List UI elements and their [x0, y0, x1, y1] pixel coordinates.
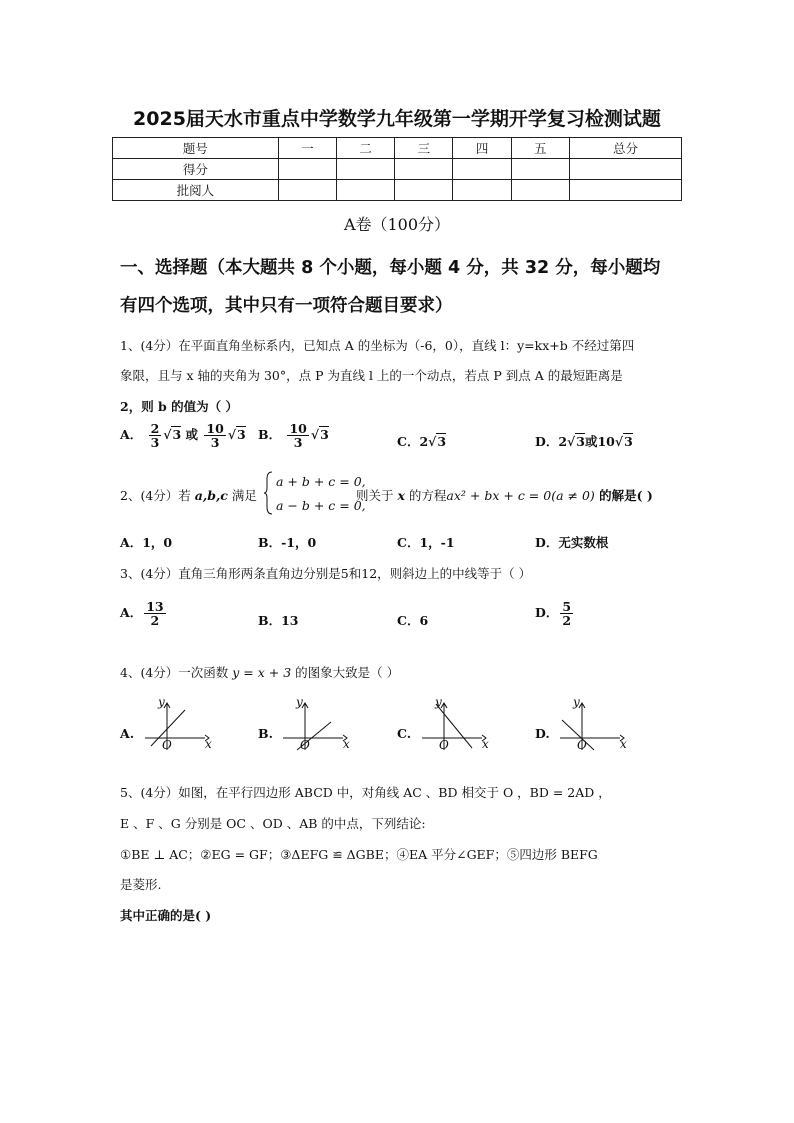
q3-line: 3、(4分）直角三角形两条直角边分别是5和12，则斜边上的中线等于（ ）	[120, 566, 532, 581]
score-table-header	[113, 138, 682, 159]
svg-text:y: y	[573, 695, 580, 709]
q1-option-b: B． $\frac{10}{3}$ √3	[258, 421, 329, 451]
table-cell	[395, 159, 453, 180]
svg-text:O: O	[577, 738, 587, 752]
section1-heading-line1: 一、选择题（本大题共 8 个小题，每小题 4 分，共 32 分，每小题均	[120, 258, 661, 278]
table-cell	[453, 180, 511, 201]
table-cell	[511, 159, 569, 180]
q4-graph-d	[560, 695, 630, 752]
svg-text:y: y	[158, 695, 165, 709]
q3-option-a: A． $\frac{13}{2}$	[120, 599, 164, 629]
q4-option-b-label: B.	[258, 726, 273, 741]
q4-line: 4、(4分）一次函数 y = x + 3 的图象大致是（ ）	[120, 665, 400, 680]
q1-option-c: C．2√3	[397, 434, 447, 449]
score-table	[112, 137, 682, 201]
svg-text:y: y	[435, 695, 442, 709]
fraction: $\frac{10}{3}$	[289, 421, 307, 451]
svg-text:O: O	[300, 738, 310, 752]
table-cell	[278, 159, 336, 180]
section1-heading-line2: 有四个选项，其中只有一项符合题目要求）	[120, 296, 453, 316]
svg-text:x: x	[620, 737, 627, 751]
svg-text:O: O	[162, 738, 172, 752]
svg-text:x: x	[343, 737, 350, 751]
fraction: $\frac{2}{3}$	[150, 421, 160, 451]
q3-option-b: B．13	[258, 613, 299, 628]
q5-line5: 其中正确的是( )	[120, 908, 212, 923]
q2-option-c: C．1，-1	[397, 535, 455, 550]
table-cell: 三	[395, 138, 453, 159]
q5-line4: 是菱形.	[120, 877, 162, 892]
q1-line1: 1、(4分）在平面直角坐标系内，已知点 A 的坐标为（-6，0），直线 l：y=kx+b 不经过第四	[120, 338, 635, 353]
exam-title: 2025届天水市重点中学数学九年级第一学期开学复习检测试题	[133, 108, 661, 130]
q2-line-continued: 则关于 x 的方程ax² + bx + c = 0(a ≠ 0) 的解是( )	[356, 488, 653, 503]
table-cell: 四	[453, 138, 511, 159]
section-a-heading: A卷（100分）	[343, 215, 451, 234]
table-cell	[337, 159, 395, 180]
table-cell: 五	[511, 138, 569, 159]
table-cell: 批阅人	[113, 180, 279, 201]
table-cell: 二	[337, 138, 395, 159]
table-cell	[278, 180, 336, 201]
svg-text:O: O	[439, 738, 449, 752]
q5-line2: E 、F 、G 分别是 OC 、OD 、AB 的中点，下列结论:	[120, 816, 426, 831]
q4-option-d-label: D.	[535, 726, 550, 741]
q2-option-a: A．1，0	[120, 535, 173, 550]
table-cell: 总分	[569, 138, 681, 159]
q4-option-c-label: C.	[397, 726, 412, 741]
q1-line2: 象限，且与 x 轴的夹角为 30°，点 P 为直线 l 上的一个动点，若点 P 到点 A 的最短距离是	[120, 368, 623, 383]
q4-option-a-label: A.	[120, 726, 135, 741]
svg-text:x: x	[205, 737, 212, 751]
q5-line3: ①BE ⊥ AC；②EG = GF；③ΔEFG ≌ ΔGBE；④EA 平分∠GEF；⑤四边形 BEFG	[120, 847, 598, 862]
q2-option-d: D．无实数根	[535, 535, 609, 550]
q3-option-d: D． $\frac{5}{2}$	[535, 599, 572, 629]
table-cell: 题号	[113, 138, 279, 159]
table-cell	[569, 159, 681, 180]
q2-line: 2、(4分）若 a,b,c 满足	[120, 488, 257, 503]
fraction: $\frac{5}{2}$	[562, 599, 572, 629]
q4-graph-c	[422, 695, 492, 752]
svg-text:x: x	[482, 737, 489, 751]
table-cell	[453, 159, 511, 180]
q2-option-b: B．-1，0	[258, 535, 317, 550]
table-row	[113, 180, 682, 201]
q2-equation-2: a − b + c = 0,	[276, 498, 366, 513]
q4-graph-b	[283, 695, 353, 752]
q1-line3: 2，则 b 的值为（ ）	[120, 399, 238, 414]
q1-option-a: A． $\frac{2}{3}$ √3 或 $\frac{10}{3}$ √3	[120, 421, 246, 451]
table-row	[113, 159, 682, 180]
q1-option-d: D．2√3或10√3	[535, 434, 633, 449]
q3-option-c: C．6	[397, 613, 429, 628]
q2-equation-1: a + b + c = 0,	[276, 474, 366, 489]
table-cell: 得分	[113, 159, 279, 180]
table-cell	[569, 180, 681, 201]
svg-text:y: y	[296, 695, 303, 709]
table-cell	[337, 180, 395, 201]
fraction: $\frac{10}{3}$	[206, 421, 224, 451]
table-cell	[395, 180, 453, 201]
q4-graph-a	[145, 695, 215, 752]
table-cell	[511, 180, 569, 201]
brace-icon	[264, 471, 274, 515]
table-cell: 一	[278, 138, 336, 159]
fraction: $\frac{13}{2}$	[146, 599, 164, 629]
q5-line1: 5、(4分）如图，在平行四边形 ABCD 中，对角线 AC 、BD 相交于 O ，BD = 2AD ，	[120, 785, 611, 800]
